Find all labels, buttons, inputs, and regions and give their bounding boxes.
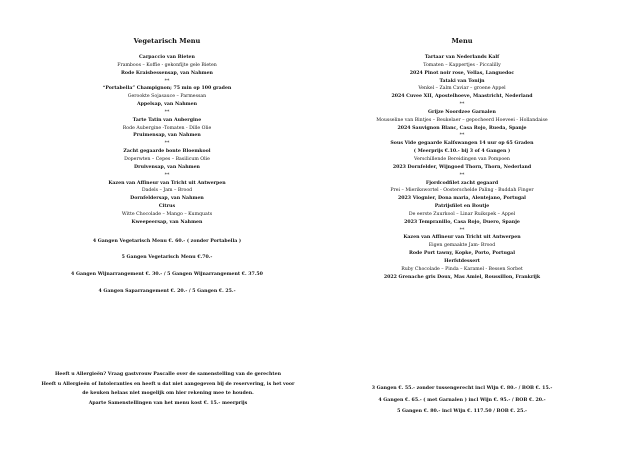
vegetarian-menu-column [56,37,278,296]
menu-line: ** [164,172,170,178]
package-line: 4 Gangen Wijnarrangement €. 30.- / 5 Gangen Wijnarrangement €. 37.50 [71,272,263,278]
package-line: 5 Gangen Vegetarisch Menu €.70.- [121,255,213,261]
menu-line: Rode Aubergine -Tomaten - Dille Olie [122,125,212,131]
menu-line: De eerste Zuurkool – Linar Ruikspek – Appel [408,211,516,217]
menu-line: ** [164,109,170,115]
menu-line: Rode Port tawny, Kopke, Porto, Portugal [409,251,515,257]
menu-line: ** [459,133,465,139]
menu-line: Fjordcodfilet zacht gegaard [425,180,499,186]
menu-line: Kweepeersap, van Nahmen [131,219,203,225]
menu-line: Carpaccio van Bieten [139,55,195,60]
note-line: de keuken helaas niet mogelijk om hier rekening mee te houden. [82,391,254,397]
menu-line: 2024 Cuvee XII, Apostelhoeve, Maastricht, Nederland [391,94,533,100]
menu-line: ** [459,227,465,233]
menu-line: Sous Vide gegaarde Kalfswangen 14 uur op 65 Graden [390,141,534,147]
menu-line: Prei – Mierikswortel - Oosterschelde Paling - Buddah Finger [390,188,534,194]
menu-line: Witte Chocolade – Mango – Kumquats [121,211,213,217]
menu-line: Tarte Tatin van Aubergine [132,117,202,123]
menu-line: Framboos – Koffie - gekonfijte gele Bieten [117,62,217,68]
menu-line: Zacht gegaarde bonte Bloemkool [123,149,211,155]
menu-line: Verschillende Bereidingen van Pompoen [414,156,510,162]
menu-line: 2023 Dornfelder, Wijngoed Thorn, Thorn, Nederland [392,164,532,170]
main-menu-title: Menu [451,37,473,45]
main-menu-column [346,37,578,281]
menu-line: 2024 Pinot noir rose, Vellas, Languedoc [409,70,515,76]
note-line: Aparte Samenstellingen van het menu kost €. 15.- meerprijs [88,400,248,406]
main-menu-courses [346,54,578,281]
menu-line: Grijze Noordzee Garnalen [428,109,496,115]
menu-line: “Portabella” Champignon; 75 min op 100 graden [102,86,232,92]
menu-line: ( Meerprijs €.10.- bij 3 of 4 Gangen ) [413,149,511,155]
menu-line: ** [164,141,170,147]
vegetarian-menu-packages [56,238,278,296]
price-line: 3 Gangen €. 55.- zonder tussengerecht incl Wijn €. 80.- / BOB €. 15.- [371,386,553,391]
menu-line: Tataki van Tonijn [439,78,485,84]
menu-line: Ruby Chocolade – Pinda – Karamel - Bessen Sorbet [401,266,523,272]
menu-line: Eigen gemaakte Jam- Brood [428,243,496,249]
menu-line: Doperwten – Cepes – Basilicum Olie [124,156,210,162]
vegetarian-menu-courses [56,54,278,227]
menu-line: 2024 Sauvignon Blanc, Casa Rojo, Rueda, Spanje [397,125,527,131]
menu-line: 2022 Grenache gris Doux, Mas Amiel, Roussillon, Frankrijk [383,274,541,280]
menu-line: Dadels – Jam – Brood [141,188,193,194]
menu-line: ** [459,172,465,178]
menu-line: Rode Kraisbessensap, van Nahmen [121,70,213,76]
price-line: 4 Gangen €. 65.- ( met Garnalen ) incl Wijn €. 95.- / BOB €. 20.- [378,397,546,403]
menu-line: 2023 Viognier, Dona maria, Alentejano, Portugal [398,196,526,202]
menu-line: Druivensap, van Nahmen [134,164,200,170]
menu-line: Tartaar van Nederlands Kalf [424,55,500,60]
vegetarian-menu-title: Vegetarisch Menu [133,37,201,45]
menu-line: Citrus [158,204,176,210]
allergy-notes [40,370,296,408]
package-line: 4 Gangen Saparrangement €. 20.- / 5 Gangen €. 25.- [98,289,236,295]
menu-line: Venkel – Zalm Caviar – groene Appel [418,86,506,92]
menu-line: Kazen van Affineur van Tricht uit Antwerpen [403,235,521,241]
package-line: 4 Gangen Vegetarisch Menu €. 60.- ( zonder Portabella ) [92,238,242,244]
menu-line: Pruimensap, van Nahmen [133,133,201,139]
menu-line: Herfstdessert [444,258,480,264]
note-line: Heeft u Allergieën of Intoleranties en heeft u dat niet aangegeven bij de reservering, is het voor [41,381,295,387]
menu-line: ** [164,78,170,84]
price-line: 5 Gangen €. 80.- incl Wijn €. 117.50 / BOB €. 25.- [397,409,527,414]
menu-line: Tomaten – Kappertjes - Piccalilly [423,62,501,68]
menu-line: Kazen van Affineur van Tricht uit Antwerpen [108,180,226,186]
menu-line: Dornfeldersap, van Nahmen [130,196,204,202]
menu-line: Gerookte Sojasauce – Parmessan [127,94,207,100]
menu-line: Mousseline van Bintjes – Beukelaer – gepocheerd Hoeveei - Hollandaise [376,117,548,123]
menu-line: 2023 Tempranillo, Casa Rojo, Duero, Spanje [404,219,520,225]
main-menu-prices [346,383,578,418]
menu-line: ** [459,102,465,108]
menu-line: Patrijsfilet en Boutje [434,204,490,210]
note-line: Heeft u Allergieën? Vraag gastvrouw Pascalle over de samenstelling van de gerechten [55,372,281,377]
menu-line: Appelsap, van Nahmen [136,102,198,108]
